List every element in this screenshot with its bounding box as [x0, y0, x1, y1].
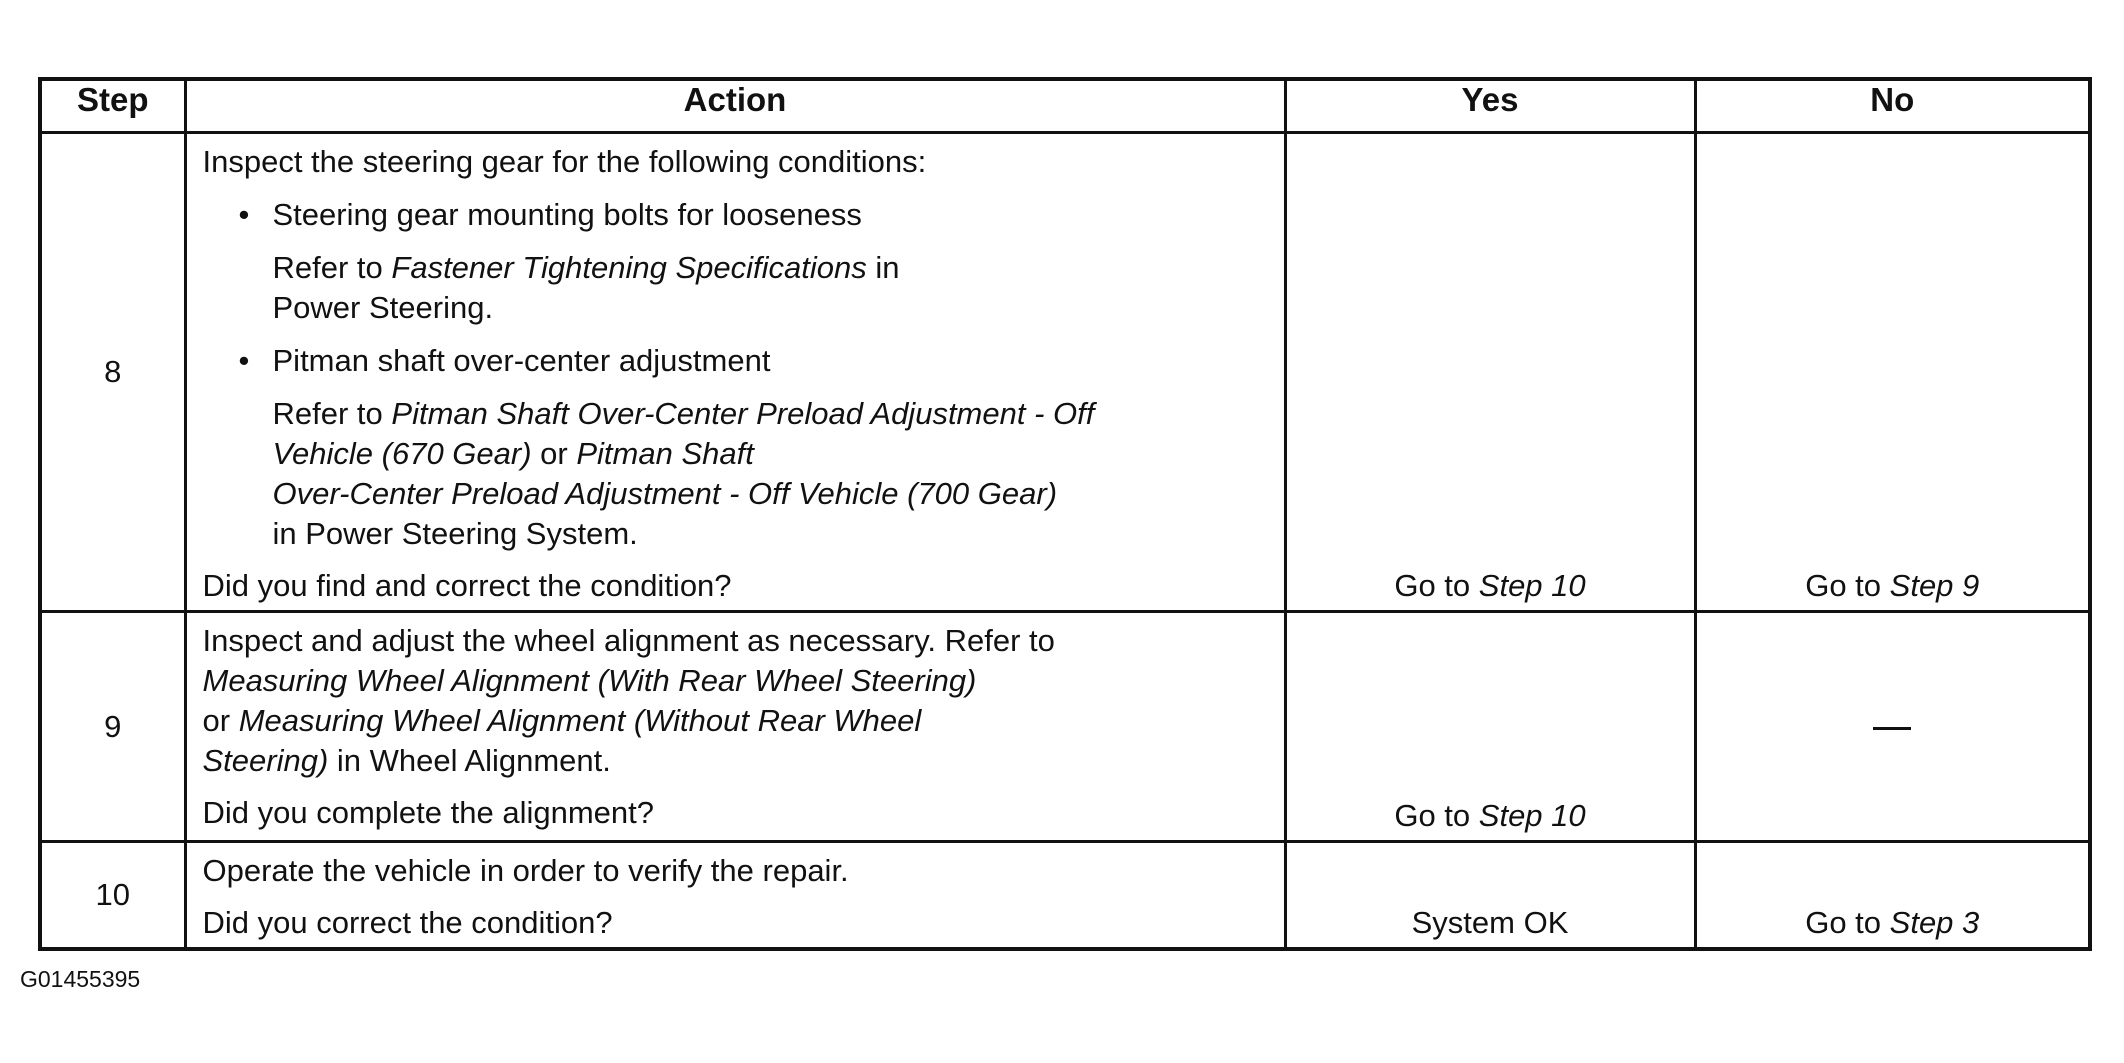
action-text	[203, 621, 1270, 781]
no-cell	[1695, 133, 2090, 612]
ref-section: in Power Steering System.	[272, 516, 638, 551]
header-no: No	[1695, 79, 2090, 133]
action-line: Operate the vehicle in order to verify the repair.	[202, 853, 849, 888]
bullet-icon: •	[238, 343, 250, 378]
action-line: Inspect and adjust the wheel alignment as necessary. Refer to	[202, 623, 1055, 658]
step-number: 8	[40, 133, 185, 612]
ref-title: Measuring Wheel Alignment (With Rear Wheel Steering)	[202, 663, 977, 698]
action-cell	[185, 612, 1285, 842]
ref-title: Vehicle (670 Gear)	[272, 436, 532, 471]
yes-prefix: Go to	[1394, 798, 1479, 833]
reference-text	[203, 248, 1270, 328]
no-cell	[1695, 612, 2090, 842]
header-yes: Yes	[1285, 79, 1695, 133]
not-applicable-dash	[1873, 727, 1911, 730]
ref-or: or	[531, 436, 577, 471]
action-cell	[185, 842, 1285, 950]
no-step-link: Step 9	[1889, 568, 1980, 603]
table-row	[40, 842, 2090, 950]
table-row	[40, 133, 2090, 612]
bullet-icon: •	[238, 197, 250, 232]
action-cell	[185, 133, 1285, 612]
bullet-text: Steering gear mounting bolts for looseness	[272, 197, 862, 232]
list-item	[203, 195, 1270, 235]
list-item	[203, 341, 1270, 381]
ref-section: in Wheel Alignment.	[328, 743, 611, 778]
ref-title: Over-Center Preload Adjustment - Off Vehicle (700 Gear)	[272, 476, 1058, 511]
figure-id: G01455395	[20, 966, 141, 992]
reference-text	[203, 394, 1270, 554]
no-prefix: Go to	[1805, 905, 1890, 940]
table-row	[40, 612, 2090, 842]
yes-cell	[1285, 133, 1695, 612]
no-prefix: Go to	[1805, 568, 1890, 603]
diagnostic-table	[38, 77, 2092, 951]
yes-cell: System OK	[1285, 842, 1695, 950]
ref-title: Measuring Wheel Alignment (Without Rear Wheel	[238, 703, 922, 738]
yes-step-link: Step 10	[1478, 568, 1586, 603]
no-cell	[1695, 842, 2090, 950]
header-action: Action	[185, 79, 1285, 133]
yes-cell	[1285, 612, 1695, 842]
ref-section: Power Steering.	[272, 290, 494, 325]
bullet-text: Pitman shaft over-center adjustment	[272, 343, 771, 378]
action-question: Did you find and correct the condition?	[202, 568, 732, 603]
ref-title: Pitman Shaft	[576, 436, 754, 471]
ref-title: Steering)	[202, 743, 329, 778]
step-number: 9	[40, 612, 185, 842]
action-question: Did you correct the condition?	[202, 905, 613, 940]
ref-suffix: in	[866, 250, 900, 285]
header-step: Step	[40, 79, 185, 133]
no-step-link: Step 3	[1889, 905, 1980, 940]
ref-title: Pitman Shaft Over-Center Preload Adjustment - Off	[391, 396, 1095, 431]
header-row	[40, 79, 2090, 133]
ref-prefix: Refer to	[272, 396, 392, 431]
step-number: 10	[40, 842, 185, 950]
yes-prefix: Go to	[1394, 568, 1479, 603]
yes-step-link: Step 10	[1478, 798, 1586, 833]
ref-title: Fastener Tightening Specifications	[391, 250, 867, 285]
action-intro: Inspect the steering gear for the following conditions:	[202, 144, 927, 179]
ref-or: or	[202, 703, 239, 738]
ref-prefix: Refer to	[272, 250, 392, 285]
action-question: Did you complete the alignment?	[202, 795, 654, 830]
